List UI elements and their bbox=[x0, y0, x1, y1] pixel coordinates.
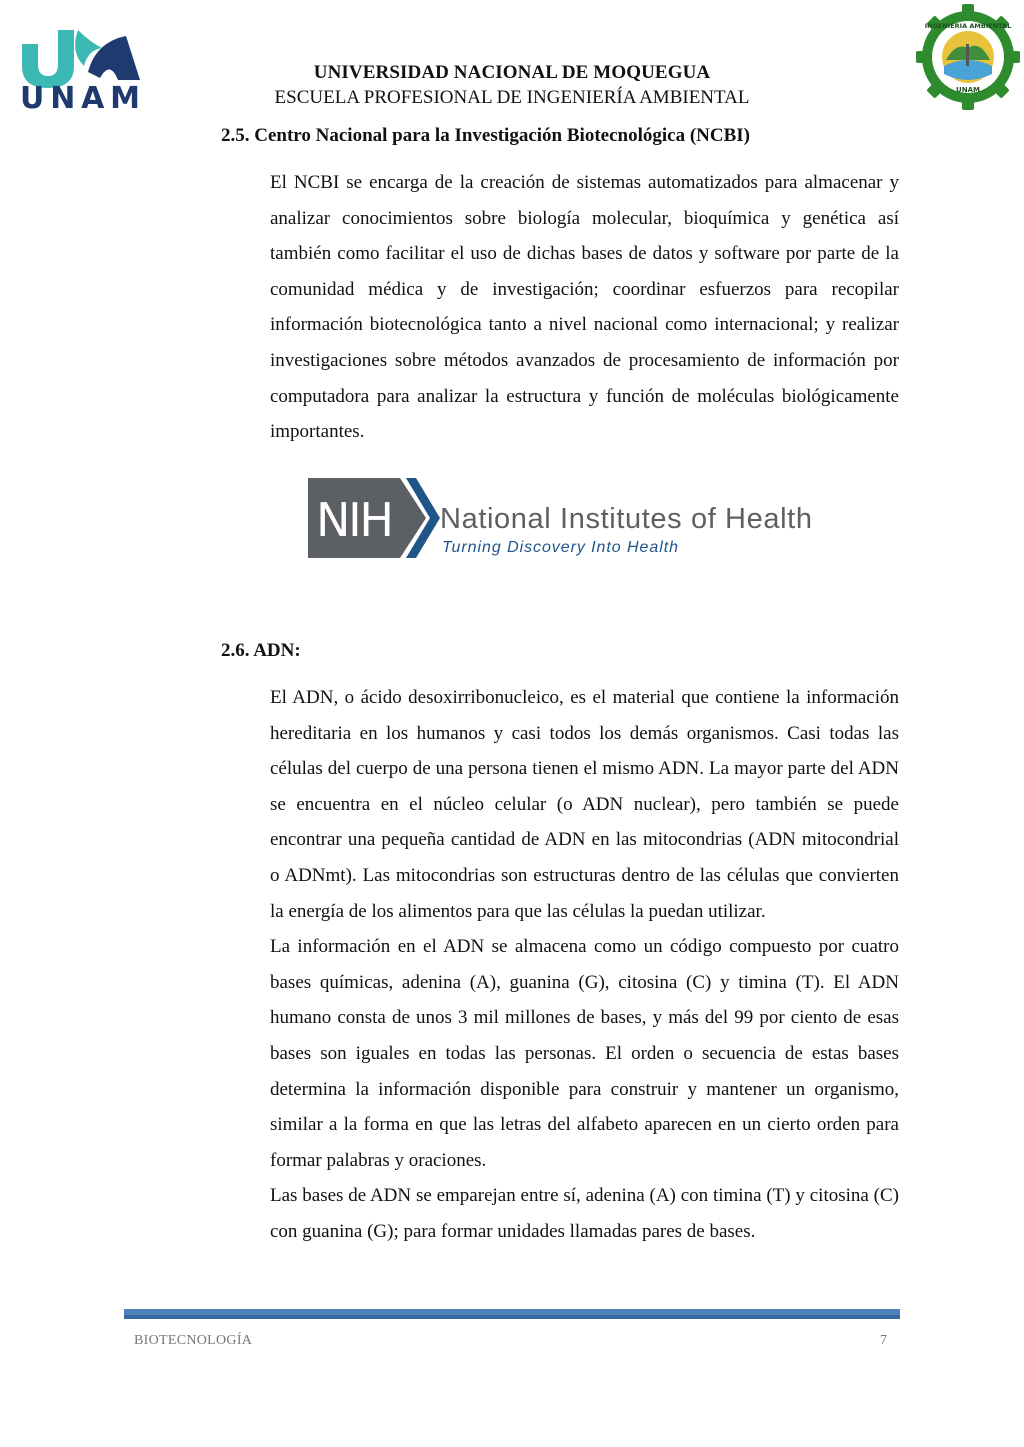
footer-bar bbox=[124, 1309, 900, 1319]
section-heading-adn: 2.6. ADN: bbox=[221, 640, 301, 661]
logo-ring-bottom-text: UNAM bbox=[956, 86, 980, 94]
page-number: 7 bbox=[880, 1333, 887, 1348]
adn-paragraphs bbox=[270, 680, 899, 1250]
footer-label: BIOTECNOLOGÍA bbox=[134, 1333, 253, 1348]
school-name: ESCUELA PROFESIONAL DE INGENIERÍA AMBIENTAL bbox=[274, 87, 750, 108]
section-heading-ncbi: 2.5. Centro Nacional para la Investigación Biotecnológica (NCBI) bbox=[221, 125, 750, 146]
adn-paragraph-1: El ADN, o ácido desoxirribonucleico, es el material que contiene la información hereditaria en los humanos y casi todos los demás organismos. Casi todas las células del cuerpo de una persona tienen el mismo ADN. La mayor parte del ADN se encuentra en el núcleo celular (o ADN nuclear), pero también se puede encontrar una pequeña cantidad de ADN en las mitocondrias (ADN mitocondrial o ADNmt). Las mitocondrias son estructuras dentro de las células que convierten la energía de los alimentos para que las células la puedan utilizar. bbox=[270, 687, 899, 922]
adn-paragraph-2: La información en el ADN se almacena como un código compuesto por cuatro bases químicas, adenina (A), guanina (G), citosina (C) y timina (T). El ADN humano consta de unos 3 mil millones de bases, y más del 99 por ciento de esas bases son iguales en todas las personas. El orden o secuencia de estas bases determina la información disponible para construir y mantener un organismo, similar a la forma en que las letras del alfabeto aparecen en un cierto orden para formar palabras y oraciones. bbox=[270, 936, 899, 1171]
university-name: UNIVERSIDAD NACIONAL DE MOQUEGUA bbox=[313, 62, 711, 83]
nih-logo bbox=[308, 478, 814, 558]
nih-mark-text: NIH bbox=[316, 493, 394, 547]
nih-tagline-text: Turning Discovery Into Health bbox=[442, 539, 678, 556]
logo-ring-top-text: INGENIERIA AMBIENTAL bbox=[924, 22, 1012, 30]
ncbi-paragraph bbox=[270, 165, 899, 450]
nih-name-text: National Institutes of Health bbox=[440, 503, 812, 535]
ncbi-paragraph-text: El NCBI se encarga de la creación de sistemas automatizados para almacenar y analizar conocimientos sobre biología molecular, bioquímica y genética así también como facilitar el uso de dichas bases de datos y software por parte de la comunidad médica y de investigación; coordinar esfuerzos para recopilar información biotecnológica tanto a nivel nacional como internacional; y realizar investigaciones sobre métodos avanzados de procesamiento de información por computadora para analizar la estructura y función de moléculas biológicamente importantes. bbox=[270, 172, 899, 443]
unam-logo-text: UNAM bbox=[20, 81, 140, 110]
adn-paragraph-3: Las bases de ADN se emparejan entre sí, adenina (A) con timina (T) y citosina (C) con guanina (G); para formar unidades llamadas pares de bases. bbox=[270, 1185, 899, 1242]
